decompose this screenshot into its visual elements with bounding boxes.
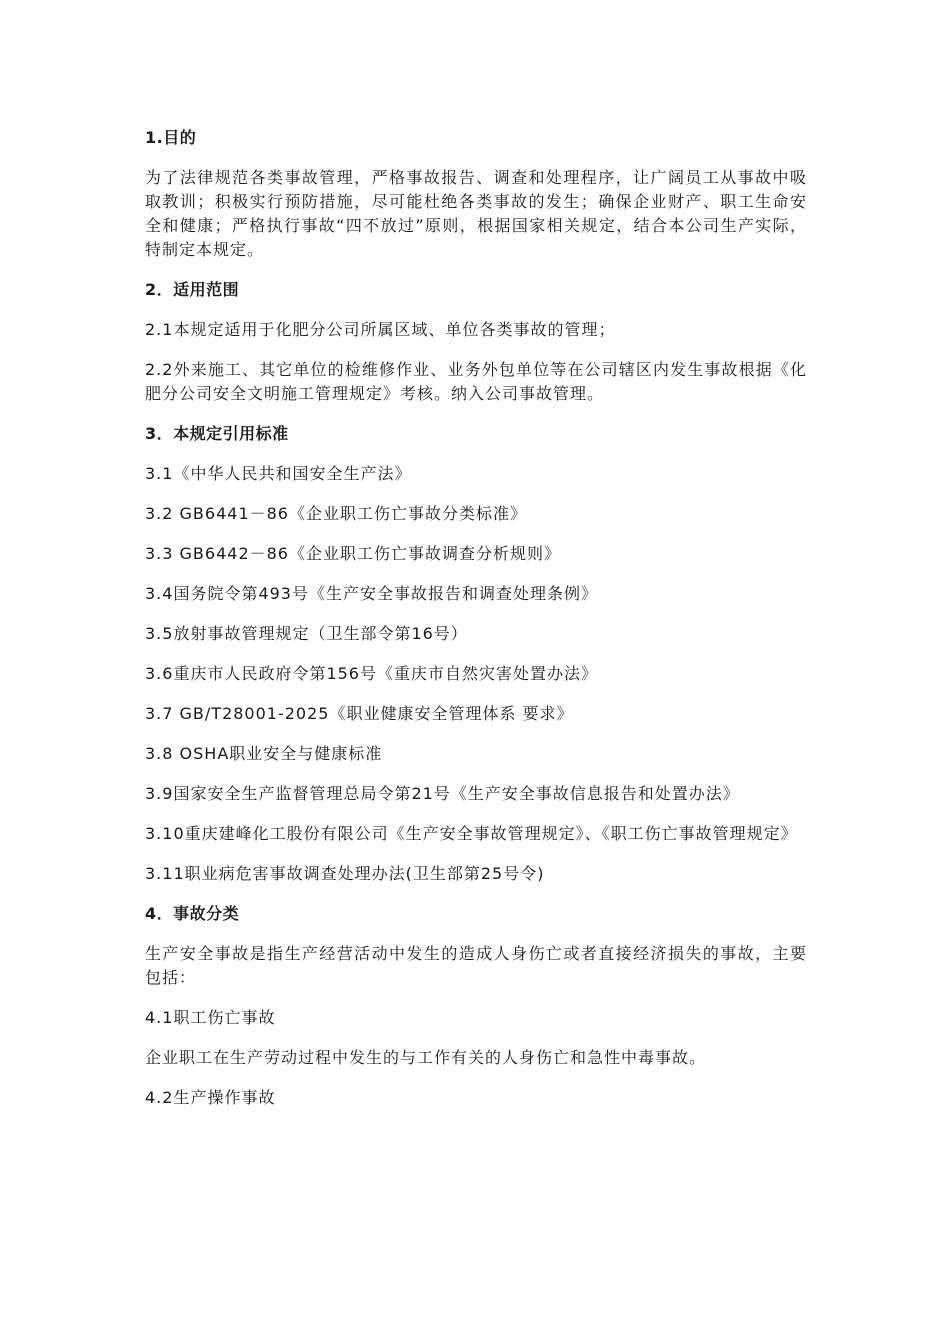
- standard-item-3-5: 3.5放射事故管理规定（卫生部令第16号）: [145, 624, 468, 643]
- standard-item-3-1: 3.1《中华人民共和国安全生产法》: [145, 464, 412, 483]
- standard-item-3-3: 3.3 GB6442－86《企业职工伤亡事故调查分析规则》: [145, 544, 561, 563]
- section-heading-purpose: 1.目的: [145, 128, 197, 147]
- section-heading-classification: 4．事故分类: [145, 904, 240, 923]
- standard-item-3-4: 3.4国务院令第493号《生产安全事故报告和调查处理条例》: [145, 584, 598, 603]
- classification-intro: 生产安全事故是指生产经营活动中发生的造成人身伤亡或者直接经济损失的事故，主要包括：: [145, 944, 807, 987]
- section-heading-scope: 2．适用范围: [145, 280, 240, 299]
- purpose-paragraph: 为了法律规范各类事故管理，严格事故报告、调查和处理程序，让广阔员工从事故中吸取教训；积极实行预防措施，尽可能杜绝各类事故的发生；确保企业财产、职工生命安全和健康；严格执行事故“四不放过”原则，根据国家相关规定，结合本公司生产实际，特制定本规定。: [145, 168, 807, 259]
- standard-item-3-7: 3.7 GB/T28001-2025《职业健康安全管理体系 要求》: [145, 704, 574, 723]
- standard-item-3-9: 3.9国家安全生产监督管理总局令第21号《生产安全事故信息报告和处置办法》: [145, 784, 740, 803]
- standard-item-3-6: 3.6重庆市人民政府令第156号《重庆市自然灾害处置办法》: [145, 664, 598, 683]
- classification-sub-4-2-title: 4.2生产操作事故: [145, 1088, 276, 1107]
- document-page: [145, 126, 807, 1126]
- section-heading-standards: 3．本规定引用标准: [145, 424, 289, 443]
- classification-sub-4-1-title: 4.1职工伤亡事故: [145, 1008, 276, 1027]
- classification-sub-4-1-body: 企业职工在生产劳动过程中发生的与工作有关的人身伤亡和急性中毒事故。: [145, 1048, 707, 1067]
- scope-item-2-2: 2.2外来施工、其它单位的检维修作业、业务外包单位等在公司辖区内发生事故根据《化肥分公司安全文明施工管理规定》考核。纳入公司事故管理。: [145, 360, 807, 403]
- scope-item-2-1: 2.1本规定适用于化肥分公司所属区域、单位各类事故的管理；: [145, 320, 616, 339]
- standard-item-3-11: 3.11职业病危害事故调查处理办法(卫生部第25号令): [145, 864, 545, 883]
- standard-item-3-2: 3.2 GB6441－86《企业职工伤亡事故分类标准》: [145, 504, 527, 523]
- standard-item-3-8: 3.8 OSHA职业安全与健康标准: [145, 744, 383, 763]
- standard-item-3-10: 3.10重庆建峰化工股份有限公司《生产安全事故管理规定》、《职工伤亡事故管理规定》: [145, 824, 798, 843]
